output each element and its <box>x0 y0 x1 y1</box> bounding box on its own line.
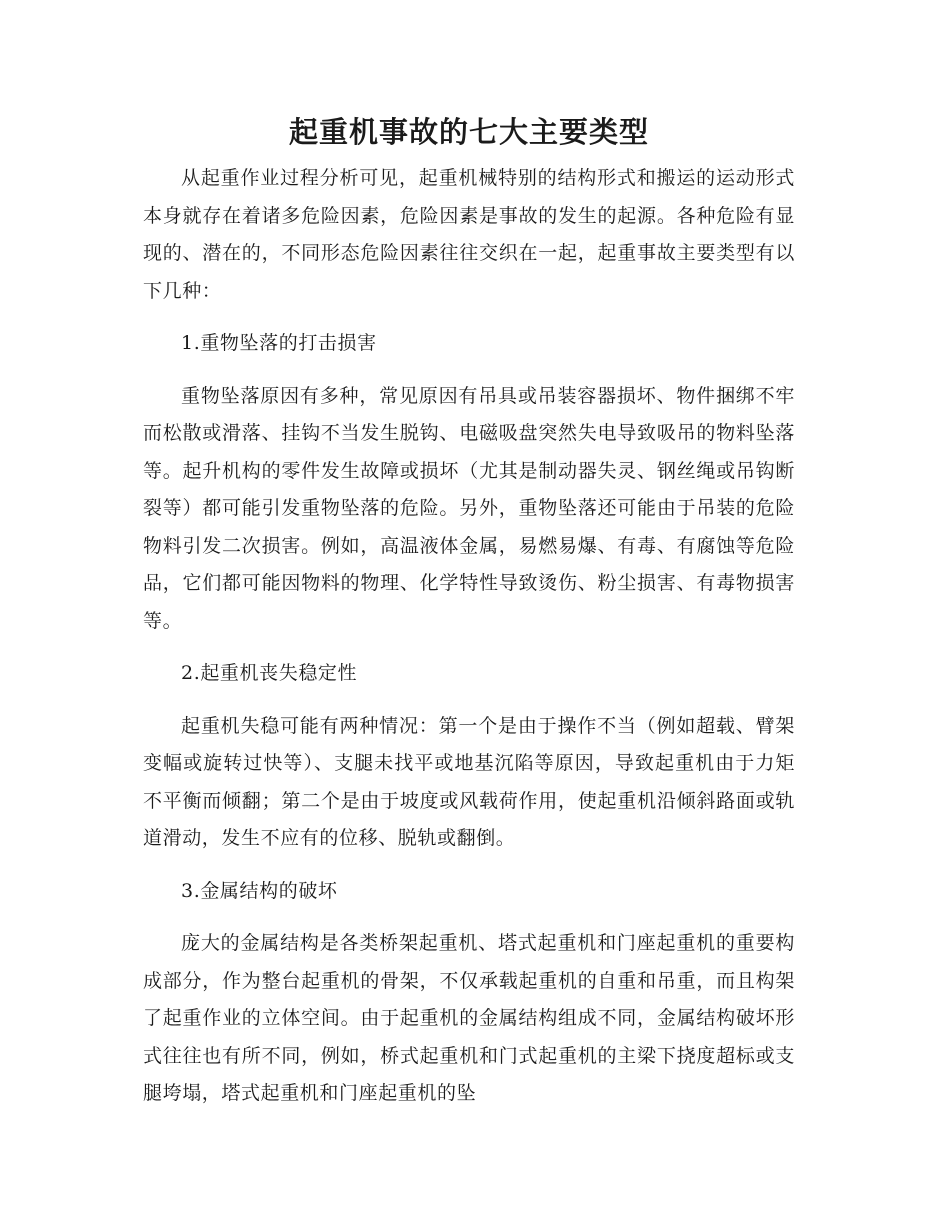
page-title: 起重机事故的七大主要类型 <box>288 115 649 149</box>
document-body <box>143 108 795 1113</box>
section-body-2: 起重机失稳可能有两种情况：第一个是由于操作不当（例如超载、臂架变幅或旋转过快等）、支腿未找平或地基沉陷等原因，导致起重机由于力矩不平衡而倾翻；第二个是由于坡度或风载荷作用，使起重机沿倾斜路面或轨道滑动，发生不应有的位移、脱轨或翻倒。 <box>143 714 795 849</box>
section-heading-3: 3.金属结构的破坏 <box>181 879 338 902</box>
section-heading-2: 2.起重机丧失稳定性 <box>181 662 358 684</box>
section-body-3: 庞大的金属结构是各类桥架起重机、塔式起重机和门座起重机的重要构成部分，作为整台起重机的骨架，不仅承载起重机的自重和吊重，而且构架了起重作业的立体空间。由于起重机的金属结构组成不同，金属结构破坏形式往往也有所不同，例如，桥式起重机和门式起重机的主梁下挠度超标或支腿垮塌，塔式起重机和门座起重机的坠 <box>143 932 795 1104</box>
section-heading-1: 1.重物坠落的打击损害 <box>181 332 377 354</box>
section-body-1: 重物坠落原因有多种，常见原因有吊具或吊装容器损坏、物件捆绑不牢而松散或滑落、挂钩不当发生脱钩、电磁吸盘突然失电导致吸吊的物料坠落等。起升机构的零件发生故障或损坏（尤其是制动器失灵、钢丝绳或吊钩断裂等）都可能引发重物坠落的危险。另外，重物坠落还可能由于吊装的危险物料引发二次损害。例如，高温液体金属，易燃易爆、有毒、有腐蚀等危险品，它们都可能因物料的物理、化学特性导致烫伤、粉尘损害、有毒物损害等。 <box>143 384 795 632</box>
intro-paragraph: 从起重作业过程分析可见，起重机械特别的结构形式和搬运的运动形式本身就存在着诸多危险因素，危险因素是事故的发生的起源。各种危险有显现的、潜在的，不同形态危险因素往往交织在一起，起重事故主要类型有以下几种： <box>143 167 795 302</box>
